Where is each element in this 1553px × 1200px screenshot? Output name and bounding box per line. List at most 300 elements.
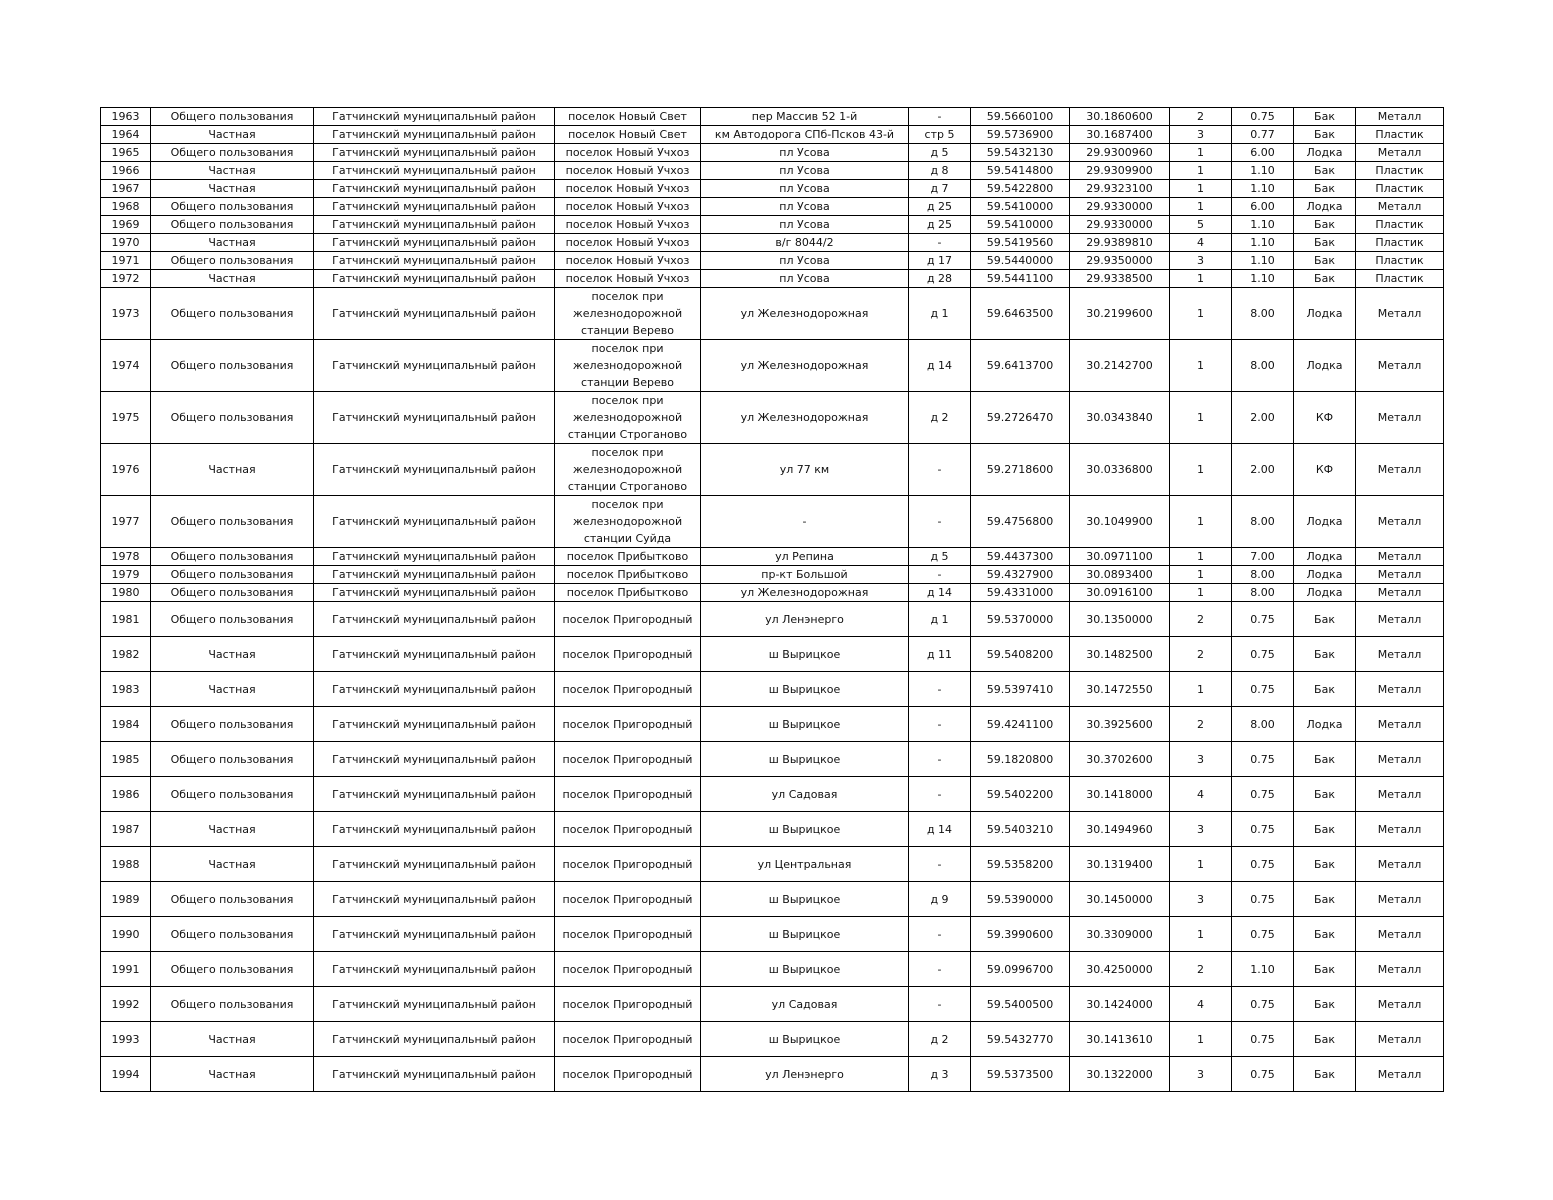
longitude-cell: 30.1472550 [1070,672,1170,707]
house-number-cell: д 7 [909,180,971,198]
ownership-type-cell: Общего пользования [151,288,314,340]
latitude-cell: 59.0996700 [971,952,1070,987]
latitude-cell: 59.5414800 [971,162,1070,180]
container-type-cell: Бак [1294,672,1356,707]
material-cell: Металл [1356,987,1444,1022]
container-type-cell: Бак [1294,252,1356,270]
container-count-cell: 1 [1170,198,1232,216]
longitude-cell: 30.1450000 [1070,882,1170,917]
street-cell: ул Железнодорожная [701,340,909,392]
row-number-cell: 1965 [101,144,151,162]
ownership-type-cell: Частная [151,1022,314,1057]
district-cell: Гатчинский муниципальный район [314,672,555,707]
longitude-cell: 29.9389810 [1070,234,1170,252]
volume-cell: 0.75 [1232,1022,1294,1057]
ownership-type-cell: Частная [151,234,314,252]
street-cell: пл Усова [701,198,909,216]
container-count-cell: 1 [1170,144,1232,162]
house-number-cell: - [909,234,971,252]
table-row [101,180,1444,198]
district-cell: Гатчинский муниципальный район [314,392,555,444]
district-cell: Гатчинский муниципальный район [314,288,555,340]
material-cell: Пластик [1356,180,1444,198]
container-count-cell: 1 [1170,496,1232,548]
ownership-type-cell: Общего пользования [151,707,314,742]
row-number-cell: 1977 [101,496,151,548]
table-body [101,108,1444,1092]
district-cell: Гатчинский муниципальный район [314,637,555,672]
longitude-cell: 29.9330000 [1070,216,1170,234]
material-cell: Металл [1356,707,1444,742]
district-cell: Гатчинский муниципальный район [314,444,555,496]
container-count-cell: 3 [1170,126,1232,144]
ownership-type-cell: Общего пользования [151,144,314,162]
settlement-cell: поселок Новый Свет [555,108,701,126]
container-type-cell: Бак [1294,882,1356,917]
table-row [101,198,1444,216]
row-number-cell: 1974 [101,340,151,392]
street-cell: пл Усова [701,252,909,270]
latitude-cell: 59.5390000 [971,882,1070,917]
container-type-cell: Бак [1294,1022,1356,1057]
row-number-cell: 1976 [101,444,151,496]
container-count-cell: 4 [1170,234,1232,252]
container-count-cell: 3 [1170,742,1232,777]
row-number-cell: 1978 [101,548,151,566]
ownership-type-cell: Общего пользования [151,108,314,126]
row-number-cell: 1994 [101,1057,151,1092]
volume-cell: 8.00 [1232,566,1294,584]
volume-cell: 6.00 [1232,144,1294,162]
row-number-cell: 1973 [101,288,151,340]
district-cell: Гатчинский муниципальный район [314,812,555,847]
row-number-cell: 1981 [101,602,151,637]
street-cell: пр-кт Большой [701,566,909,584]
container-type-cell: Бак [1294,602,1356,637]
longitude-cell: 30.2199600 [1070,288,1170,340]
ownership-type-cell: Общего пользования [151,496,314,548]
material-cell: Металл [1356,882,1444,917]
latitude-cell: 59.2726470 [971,392,1070,444]
latitude-cell: 59.4756800 [971,496,1070,548]
ownership-type-cell: Частная [151,180,314,198]
longitude-cell: 30.0893400 [1070,566,1170,584]
latitude-cell: 59.3990600 [971,917,1070,952]
house-number-cell: д 2 [909,1022,971,1057]
material-cell: Металл [1356,952,1444,987]
row-number-cell: 1970 [101,234,151,252]
table-row [101,672,1444,707]
volume-cell: 8.00 [1232,584,1294,602]
container-type-cell: Лодка [1294,340,1356,392]
street-cell: пл Усова [701,216,909,234]
container-count-cell: 2 [1170,108,1232,126]
container-count-cell: 1 [1170,162,1232,180]
container-type-cell: Бак [1294,180,1356,198]
container-type-cell: Лодка [1294,288,1356,340]
latitude-cell: 59.5660100 [971,108,1070,126]
row-number-cell: 1969 [101,216,151,234]
container-count-cell: 1 [1170,444,1232,496]
row-number-cell: 1987 [101,812,151,847]
volume-cell: 0.75 [1232,742,1294,777]
settlement-cell: поселок при железнодорожной станции Верево [555,340,701,392]
container-count-cell: 2 [1170,602,1232,637]
longitude-cell: 29.9323100 [1070,180,1170,198]
ownership-type-cell: Общего пользования [151,198,314,216]
container-type-cell: Лодка [1294,584,1356,602]
row-number-cell: 1991 [101,952,151,987]
table-row [101,566,1444,584]
longitude-cell: 30.1424000 [1070,987,1170,1022]
container-type-cell: Бак [1294,108,1356,126]
material-cell: Пластик [1356,216,1444,234]
street-cell: ул Центральная [701,847,909,882]
street-cell: пер Массив 52 1-й [701,108,909,126]
row-number-cell: 1989 [101,882,151,917]
container-type-cell: Лодка [1294,707,1356,742]
district-cell: Гатчинский муниципальный район [314,566,555,584]
settlement-cell: поселок Новый Учхоз [555,270,701,288]
settlement-cell: поселок Новый Учхоз [555,162,701,180]
table-row [101,496,1444,548]
table-row [101,1022,1444,1057]
row-number-cell: 1992 [101,987,151,1022]
material-cell: Металл [1356,566,1444,584]
ownership-type-cell: Частная [151,270,314,288]
district-cell: Гатчинский муниципальный район [314,1022,555,1057]
district-cell: Гатчинский муниципальный район [314,216,555,234]
house-number-cell: - [909,496,971,548]
longitude-cell: 30.1687400 [1070,126,1170,144]
row-number-cell: 1963 [101,108,151,126]
street-cell: ул Садовая [701,777,909,812]
volume-cell: 1.10 [1232,180,1294,198]
latitude-cell: 59.5422800 [971,180,1070,198]
table-row [101,392,1444,444]
district-cell: Гатчинский муниципальный район [314,270,555,288]
ownership-type-cell: Общего пользования [151,917,314,952]
latitude-cell: 59.5432130 [971,144,1070,162]
volume-cell: 2.00 [1232,444,1294,496]
street-cell: ш Вырицкое [701,637,909,672]
container-count-cell: 3 [1170,252,1232,270]
latitude-cell: 59.4331000 [971,584,1070,602]
row-number-cell: 1990 [101,917,151,952]
container-count-cell: 1 [1170,917,1232,952]
district-cell: Гатчинский муниципальный район [314,234,555,252]
longitude-cell: 30.1418000 [1070,777,1170,812]
latitude-cell: 59.5440000 [971,252,1070,270]
latitude-cell: 59.4437300 [971,548,1070,566]
table-row [101,847,1444,882]
longitude-cell: 29.9309900 [1070,162,1170,180]
settlement-cell: поселок Новый Учхоз [555,180,701,198]
longitude-cell: 29.9338500 [1070,270,1170,288]
house-number-cell: - [909,742,971,777]
volume-cell: 8.00 [1232,707,1294,742]
container-type-cell: Бак [1294,637,1356,672]
container-count-cell: 4 [1170,987,1232,1022]
container-count-cell: 1 [1170,1022,1232,1057]
settlement-cell: поселок Пригородный [555,707,701,742]
street-cell: ул Репина [701,548,909,566]
table-row [101,444,1444,496]
street-cell: км Автодорога СПб-Псков 43-й [701,126,909,144]
ownership-type-cell: Частная [151,444,314,496]
table-row [101,162,1444,180]
house-number-cell: д 5 [909,548,971,566]
street-cell: ш Вырицкое [701,882,909,917]
district-cell: Гатчинский муниципальный район [314,1057,555,1092]
house-number-cell: д 1 [909,602,971,637]
settlement-cell: поселок Пригородный [555,602,701,637]
ownership-type-cell: Частная [151,672,314,707]
table-row [101,340,1444,392]
table-row [101,637,1444,672]
house-number-cell: д 5 [909,144,971,162]
ownership-type-cell: Общего пользования [151,584,314,602]
volume-cell: 0.75 [1232,777,1294,812]
district-cell: Гатчинский муниципальный район [314,126,555,144]
table-row [101,742,1444,777]
house-number-cell: - [909,777,971,812]
latitude-cell: 59.5410000 [971,216,1070,234]
house-number-cell: - [909,566,971,584]
longitude-cell: 30.1860600 [1070,108,1170,126]
district-cell: Гатчинский муниципальный район [314,162,555,180]
table-row [101,108,1444,126]
longitude-cell: 30.1494960 [1070,812,1170,847]
material-cell: Пластик [1356,126,1444,144]
material-cell: Металл [1356,548,1444,566]
ownership-type-cell: Общего пользования [151,252,314,270]
material-cell: Пластик [1356,252,1444,270]
material-cell: Металл [1356,584,1444,602]
longitude-cell: 30.0916100 [1070,584,1170,602]
row-number-cell: 1966 [101,162,151,180]
volume-cell: 7.00 [1232,548,1294,566]
settlement-cell: поселок Пригородный [555,1022,701,1057]
latitude-cell: 59.5403210 [971,812,1070,847]
material-cell: Пластик [1356,270,1444,288]
district-cell: Гатчинский муниципальный район [314,847,555,882]
container-count-cell: 3 [1170,882,1232,917]
district-cell: Гатчинский муниципальный район [314,548,555,566]
table-row [101,126,1444,144]
latitude-cell: 59.5432770 [971,1022,1070,1057]
row-number-cell: 1967 [101,180,151,198]
ownership-type-cell: Общего пользования [151,548,314,566]
house-number-cell: д 1 [909,288,971,340]
longitude-cell: 30.1319400 [1070,847,1170,882]
ownership-type-cell: Частная [151,637,314,672]
latitude-cell: 59.5400500 [971,987,1070,1022]
latitude-cell: 59.5410000 [971,198,1070,216]
district-cell: Гатчинский муниципальный район [314,144,555,162]
street-cell: ул Железнодорожная [701,392,909,444]
longitude-cell: 30.2142700 [1070,340,1170,392]
table-row [101,812,1444,847]
material-cell: Металл [1356,288,1444,340]
district-cell: Гатчинский муниципальный район [314,917,555,952]
latitude-cell: 59.2718600 [971,444,1070,496]
volume-cell: 1.10 [1232,162,1294,180]
material-cell: Металл [1356,812,1444,847]
row-number-cell: 1988 [101,847,151,882]
container-count-cell: 1 [1170,672,1232,707]
district-cell: Гатчинский муниципальный район [314,952,555,987]
material-cell: Металл [1356,1057,1444,1092]
house-number-cell: д 14 [909,340,971,392]
settlement-cell: поселок Новый Учхоз [555,216,701,234]
street-cell: ш Вырицкое [701,672,909,707]
material-cell: Металл [1356,742,1444,777]
street-cell: ул Ленэнерго [701,1057,909,1092]
container-type-cell: Лодка [1294,548,1356,566]
volume-cell: 0.75 [1232,672,1294,707]
table-row [101,602,1444,637]
volume-cell: 0.75 [1232,987,1294,1022]
settlement-cell: поселок Новый Учхоз [555,234,701,252]
ownership-type-cell: Частная [151,126,314,144]
street-cell: пл Усова [701,180,909,198]
material-cell: Пластик [1356,234,1444,252]
container-type-cell: Бак [1294,917,1356,952]
container-count-cell: 2 [1170,707,1232,742]
row-number-cell: 1984 [101,707,151,742]
district-cell: Гатчинский муниципальный район [314,882,555,917]
volume-cell: 8.00 [1232,340,1294,392]
container-count-cell: 1 [1170,548,1232,566]
container-type-cell: Лодка [1294,198,1356,216]
latitude-cell: 59.5441100 [971,270,1070,288]
latitude-cell: 59.5358200 [971,847,1070,882]
container-type-cell: КФ [1294,392,1356,444]
latitude-cell: 59.5736900 [971,126,1070,144]
container-count-cell: 1 [1170,847,1232,882]
longitude-cell: 30.4250000 [1070,952,1170,987]
house-number-cell: д 8 [909,162,971,180]
container-type-cell: Бак [1294,812,1356,847]
settlement-cell: поселок Новый Свет [555,126,701,144]
settlement-cell: поселок Пригородный [555,672,701,707]
street-cell: ш Вырицкое [701,707,909,742]
district-cell: Гатчинский муниципальный район [314,777,555,812]
latitude-cell: 59.6413700 [971,340,1070,392]
house-number-cell: д 17 [909,252,971,270]
ownership-type-cell: Общего пользования [151,742,314,777]
material-cell: Пластик [1356,162,1444,180]
district-cell: Гатчинский муниципальный район [314,180,555,198]
material-cell: Металл [1356,144,1444,162]
longitude-cell: 29.9350000 [1070,252,1170,270]
settlement-cell: поселок Пригородный [555,742,701,777]
longitude-cell: 29.9330000 [1070,198,1170,216]
house-number-cell: д 14 [909,812,971,847]
ownership-type-cell: Общего пользования [151,952,314,987]
house-number-cell: д 2 [909,392,971,444]
table-row [101,548,1444,566]
house-number-cell: - [909,707,971,742]
material-cell: Металл [1356,917,1444,952]
container-type-cell: Бак [1294,216,1356,234]
settlement-cell: поселок Пригородный [555,777,701,812]
material-cell: Металл [1356,392,1444,444]
volume-cell: 0.75 [1232,108,1294,126]
district-cell: Гатчинский муниципальный район [314,108,555,126]
row-number-cell: 1971 [101,252,151,270]
container-type-cell: Бак [1294,847,1356,882]
table-row [101,216,1444,234]
ownership-type-cell: Общего пользования [151,777,314,812]
volume-cell: 1.10 [1232,216,1294,234]
street-cell: пл Усова [701,144,909,162]
longitude-cell: 30.3309000 [1070,917,1170,952]
container-type-cell: Бак [1294,234,1356,252]
ownership-type-cell: Общего пользования [151,392,314,444]
house-number-cell: д 25 [909,198,971,216]
ownership-type-cell: Общего пользования [151,882,314,917]
settlement-cell: поселок Пригородный [555,637,701,672]
volume-cell: 1.10 [1232,270,1294,288]
container-type-cell: Лодка [1294,566,1356,584]
material-cell: Металл [1356,1022,1444,1057]
settlement-cell: поселок Пригородный [555,812,701,847]
container-type-cell: Бак [1294,270,1356,288]
street-cell: ш Вырицкое [701,742,909,777]
latitude-cell: 59.4241100 [971,707,1070,742]
latitude-cell: 59.6463500 [971,288,1070,340]
settlement-cell: поселок Новый Учхоз [555,144,701,162]
material-cell: Металл [1356,108,1444,126]
latitude-cell: 59.5402200 [971,777,1070,812]
street-cell: пл Усова [701,270,909,288]
container-count-cell: 1 [1170,340,1232,392]
latitude-cell: 59.4327900 [971,566,1070,584]
data-table [100,107,1444,1092]
container-type-cell: КФ [1294,444,1356,496]
container-count-cell: 1 [1170,180,1232,198]
house-number-cell: - [909,952,971,987]
latitude-cell: 59.5408200 [971,637,1070,672]
table-row [101,917,1444,952]
material-cell: Металл [1356,496,1444,548]
house-number-cell: д 28 [909,270,971,288]
container-count-cell: 1 [1170,392,1232,444]
longitude-cell: 30.0336800 [1070,444,1170,496]
volume-cell: 1.10 [1232,952,1294,987]
longitude-cell: 30.1049900 [1070,496,1170,548]
latitude-cell: 59.1820800 [971,742,1070,777]
longitude-cell: 30.3702600 [1070,742,1170,777]
house-number-cell: - [909,847,971,882]
house-number-cell: - [909,987,971,1022]
container-count-cell: 3 [1170,1057,1232,1092]
container-type-cell: Бак [1294,742,1356,777]
container-count-cell: 4 [1170,777,1232,812]
street-cell: ул Железнодорожная [701,584,909,602]
longitude-cell: 30.1482500 [1070,637,1170,672]
ownership-type-cell: Общего пользования [151,987,314,1022]
street-cell: ш Вырицкое [701,917,909,952]
longitude-cell: 30.1350000 [1070,602,1170,637]
house-number-cell: д 3 [909,1057,971,1092]
table-row [101,1057,1444,1092]
district-cell: Гатчинский муниципальный район [314,496,555,548]
row-number-cell: 1986 [101,777,151,812]
settlement-cell: поселок Прибытково [555,548,701,566]
